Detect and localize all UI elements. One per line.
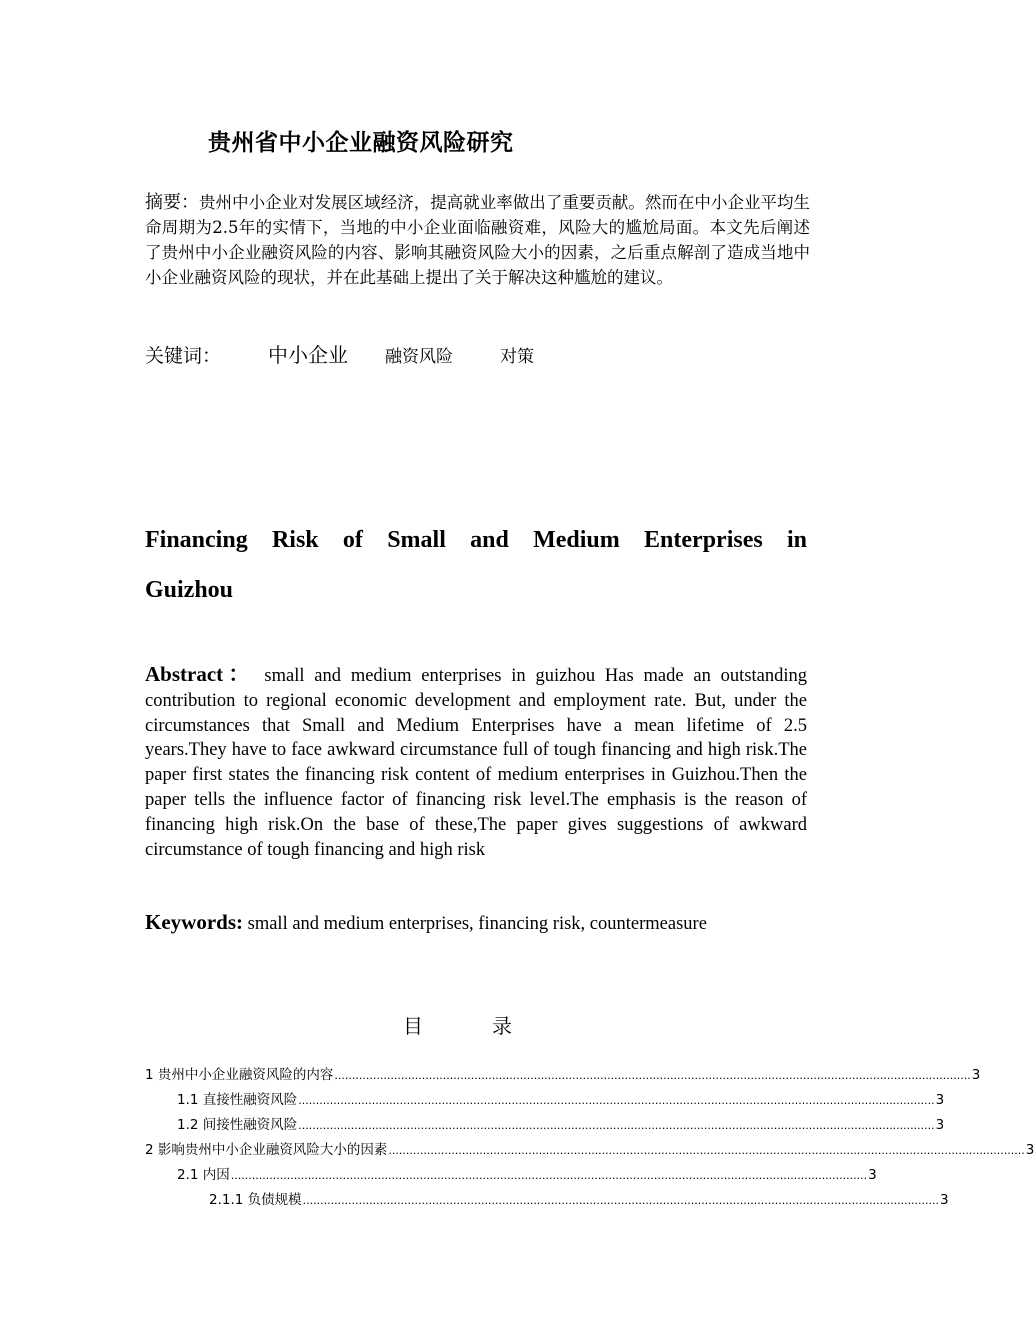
toc-page-number: 3 [971,1067,981,1083]
english-keywords-label: Keywords: [145,910,243,934]
toc-page-number: 3 [935,1092,945,1108]
toc-leader-dots: ...................................................................................................................................................................................... [298,1094,935,1107]
table-of-contents [145,1063,1034,1213]
toc-entry[interactable] [145,1138,1034,1163]
toc-leader-dots: ...................................................................................................................................................................................... [298,1119,935,1132]
toc-leader-dots: ...................................................................................................................................................................................... [230,1169,868,1182]
toc-leader-dots: ...................................................................................................................................................................................... [302,1194,940,1207]
toc-page-number: 3 [868,1167,877,1183]
toc-entry-text: 2.1.1 负债规模 [209,1192,302,1208]
toc-entry[interactable] [145,1063,981,1088]
toc-entry[interactable] [145,1113,945,1138]
toc-leader-dots: ...................................................................................................................................................................................... [334,1069,971,1082]
toc-entry-text: 2 影响贵州中小企业融资风险大小的因素 [145,1142,388,1158]
english-title [145,515,807,615]
toc-title-char-1: 目 [403,1014,423,1038]
toc-page-number: 3 [1025,1142,1034,1158]
chinese-abstract-label: 摘要： [145,192,200,213]
toc-entry[interactable] [145,1188,949,1213]
chinese-abstract-text: 贵州中小企业对发展区域经济，提高就业率做出了重要贡献。然而在中小企业平均生命周期为2.5年的实情下，当地的中小企业面临融资难，风险大的尴尬局面。本文先后阐述了贵州中小企业融资风险的内容、影响其融资风险大小的因素，之后重点解剖了造成当地中小企业融资风险的现状，并在此基础上提出了关于解决这种尴尬的建议。 [145,193,811,287]
english-abstract-text: small and medium enterprises in guizhou Has made an outstanding contribution to regional economic development and employment rate. But, under the circumstances that Small and Medium Enterprises have a mean lifetime of 2.5 years.They have to face awkward circumstance full of tough financing and high risk.The paper first states the financing risk content of medium enterprises in Guizhou.Then the paper tells the influence factor of financing risk level.The emphasis is the reason of financing high risk.On the base of these,The paper gives suggestions of awkward circumstance of tough financing and high risk [145,666,808,860]
toc-entry[interactable] [145,1088,945,1113]
english-abstract [145,662,807,862]
toc-title-char-2: 录 [492,1014,512,1038]
toc-page-number: 3 [935,1117,945,1133]
english-keywords [145,910,707,935]
chinese-keywords [145,339,534,368]
chinese-keyword-3: 对策 [500,347,534,367]
toc-page-number: 3 [940,1192,949,1208]
chinese-keywords-label: 关键词： [145,345,222,367]
english-title-line-2: Guizhou [145,577,234,603]
toc-leader-dots: ...................................................................................................................................................................................... [388,1144,1025,1157]
english-title-line-1: Financing Risk of Small and Medium Enterprises in [145,527,807,553]
english-abstract-label: Abstract： [145,662,255,686]
toc-entry-text: 1 贵州中小企业融资风险的内容 [145,1067,334,1083]
chinese-title: 贵州省中小企业融资风险研究 [208,130,514,156]
toc-entry-text: 1.1 直接性融资风险 [177,1092,298,1108]
chinese-abstract [145,190,810,290]
chinese-keyword-2: 融资风险 [385,347,453,367]
chinese-keyword-1: 中小企业 [268,343,348,367]
toc-entry-text: 1.2 间接性融资风险 [177,1117,298,1133]
english-keywords-text: small and medium enterprises, financing risk, countermeasure [247,914,707,934]
toc-entry-text: 2.1 内因 [177,1167,230,1183]
toc-entry[interactable] [145,1163,877,1188]
